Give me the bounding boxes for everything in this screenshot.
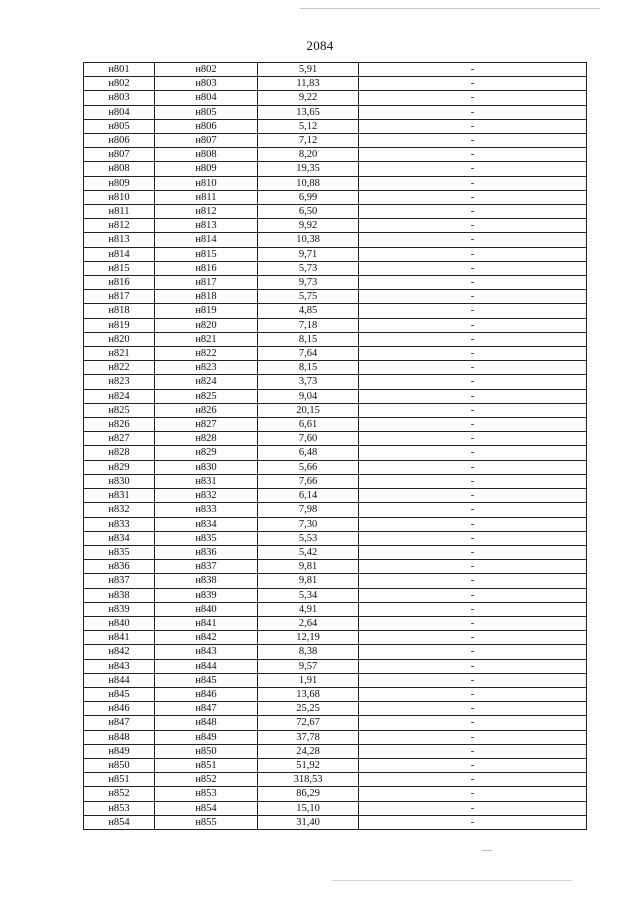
point-from-cell: н829 [84, 460, 155, 474]
point-to-cell: н816 [155, 261, 258, 275]
length-cell: 24,28 [258, 744, 359, 758]
point-to-cell: н835 [155, 531, 258, 545]
point-from-cell: н830 [84, 474, 155, 488]
note-cell: - [359, 375, 587, 389]
point-to-cell: н809 [155, 162, 258, 176]
table-row [84, 205, 587, 219]
length-cell: 13,65 [258, 105, 359, 119]
point-from-cell: н811 [84, 205, 155, 219]
table-row [84, 730, 587, 744]
length-cell: 5,91 [258, 63, 359, 77]
note-cell: - [359, 758, 587, 772]
note-cell: - [359, 659, 587, 673]
point-from-cell: н812 [84, 219, 155, 233]
point-from-cell: н853 [84, 801, 155, 815]
point-to-cell: н819 [155, 304, 258, 318]
page-number: 2084 [306, 38, 334, 53]
length-cell: 5,53 [258, 531, 359, 545]
note-cell: - [359, 403, 587, 417]
note-cell: - [359, 702, 587, 716]
table-row [84, 247, 587, 261]
length-cell: 9,04 [258, 389, 359, 403]
note-cell: - [359, 105, 587, 119]
table-row [84, 773, 587, 787]
note-cell: - [359, 474, 587, 488]
length-cell: 7,18 [258, 318, 359, 332]
note-cell: - [359, 574, 587, 588]
point-from-cell: н824 [84, 389, 155, 403]
point-to-cell: н820 [155, 318, 258, 332]
point-from-cell: н848 [84, 730, 155, 744]
note-cell: - [359, 361, 587, 375]
table-row [84, 190, 587, 204]
length-cell: 5,12 [258, 119, 359, 133]
length-cell: 6,14 [258, 489, 359, 503]
length-cell: 5,73 [258, 261, 359, 275]
length-cell: 72,67 [258, 716, 359, 730]
point-to-cell: н831 [155, 474, 258, 488]
table-row [84, 474, 587, 488]
point-to-cell: н810 [155, 176, 258, 190]
table-row [84, 702, 587, 716]
point-from-cell: н849 [84, 744, 155, 758]
note-cell: - [359, 63, 587, 77]
table-row [84, 304, 587, 318]
note-cell: - [359, 162, 587, 176]
length-cell: 9,81 [258, 574, 359, 588]
point-to-cell: н824 [155, 375, 258, 389]
table-row [84, 91, 587, 105]
length-cell: 2,64 [258, 616, 359, 630]
note-cell: - [359, 730, 587, 744]
point-to-cell: н850 [155, 744, 258, 758]
point-to-cell: н854 [155, 801, 258, 815]
note-cell: - [359, 773, 587, 787]
point-from-cell: н845 [84, 687, 155, 701]
point-from-cell: н817 [84, 290, 155, 304]
point-to-cell: н808 [155, 148, 258, 162]
point-from-cell: н803 [84, 91, 155, 105]
length-cell: 31,40 [258, 815, 359, 829]
length-cell: 7,98 [258, 503, 359, 517]
point-from-cell: н839 [84, 602, 155, 616]
length-cell: 7,30 [258, 517, 359, 531]
point-to-cell: н804 [155, 91, 258, 105]
note-cell: - [359, 134, 587, 148]
point-from-cell: н828 [84, 446, 155, 460]
point-from-cell: н831 [84, 489, 155, 503]
note-cell: - [359, 205, 587, 219]
point-to-cell: н853 [155, 787, 258, 801]
length-cell: 11,83 [258, 77, 359, 91]
length-cell: 9,22 [258, 91, 359, 105]
point-to-cell: н807 [155, 134, 258, 148]
note-cell: - [359, 489, 587, 503]
table-row [84, 616, 587, 630]
length-cell: 7,64 [258, 347, 359, 361]
length-cell: 9,71 [258, 247, 359, 261]
note-cell: - [359, 602, 587, 616]
table-row [84, 815, 587, 829]
note-cell: - [359, 588, 587, 602]
length-cell: 25,25 [258, 702, 359, 716]
length-cell: 6,61 [258, 418, 359, 432]
table-row [84, 631, 587, 645]
point-to-cell: н818 [155, 290, 258, 304]
length-cell: 6,99 [258, 190, 359, 204]
point-to-cell: н855 [155, 815, 258, 829]
point-from-cell: н804 [84, 105, 155, 119]
length-cell: 7,66 [258, 474, 359, 488]
note-cell: - [359, 716, 587, 730]
table-row [84, 347, 587, 361]
point-from-cell: н815 [84, 261, 155, 275]
table-row [84, 389, 587, 403]
length-cell: 8,15 [258, 361, 359, 375]
table-body [84, 63, 587, 830]
point-to-cell: н840 [155, 602, 258, 616]
point-to-cell: н811 [155, 190, 258, 204]
point-to-cell: н815 [155, 247, 258, 261]
length-cell: 9,81 [258, 560, 359, 574]
point-to-cell: н849 [155, 730, 258, 744]
length-cell: 7,12 [258, 134, 359, 148]
table-row [84, 460, 587, 474]
point-to-cell: н805 [155, 105, 258, 119]
note-cell: - [359, 645, 587, 659]
note-cell: - [359, 119, 587, 133]
note-cell: - [359, 560, 587, 574]
point-to-cell: н847 [155, 702, 258, 716]
length-cell: 6,50 [258, 205, 359, 219]
note-cell: - [359, 233, 587, 247]
table-row [84, 659, 587, 673]
length-cell: 19,35 [258, 162, 359, 176]
point-from-cell: н835 [84, 545, 155, 559]
note-cell: - [359, 318, 587, 332]
length-cell: 4,91 [258, 602, 359, 616]
point-to-cell: н830 [155, 460, 258, 474]
point-from-cell: н827 [84, 432, 155, 446]
length-cell: 5,75 [258, 290, 359, 304]
table-row [84, 588, 587, 602]
table-row [84, 403, 587, 417]
point-to-cell: н841 [155, 616, 258, 630]
note-cell: - [359, 631, 587, 645]
point-from-cell: н822 [84, 361, 155, 375]
table-row [84, 162, 587, 176]
table-row [84, 645, 587, 659]
table-row [84, 119, 587, 133]
table-row [84, 332, 587, 346]
point-to-cell: н844 [155, 659, 258, 673]
point-to-cell: н845 [155, 673, 258, 687]
table-row [84, 446, 587, 460]
table-row [84, 276, 587, 290]
length-cell: 86,29 [258, 787, 359, 801]
point-to-cell: н834 [155, 517, 258, 531]
note-cell: - [359, 673, 587, 687]
table-row [84, 716, 587, 730]
point-from-cell: н847 [84, 716, 155, 730]
boundary-points-table [83, 62, 587, 830]
length-cell: 7,60 [258, 432, 359, 446]
point-to-cell: н837 [155, 560, 258, 574]
note-cell: - [359, 290, 587, 304]
note-cell: - [359, 545, 587, 559]
point-to-cell: н827 [155, 418, 258, 432]
table-row [84, 787, 587, 801]
table-row [84, 77, 587, 91]
table-row [84, 744, 587, 758]
point-to-cell: н848 [155, 716, 258, 730]
point-to-cell: н843 [155, 645, 258, 659]
point-from-cell: н814 [84, 247, 155, 261]
point-to-cell: н814 [155, 233, 258, 247]
table-row [84, 375, 587, 389]
table-row [84, 219, 587, 233]
point-from-cell: н837 [84, 574, 155, 588]
point-to-cell: н828 [155, 432, 258, 446]
length-cell: 8,20 [258, 148, 359, 162]
note-cell: - [359, 347, 587, 361]
point-from-cell: н825 [84, 403, 155, 417]
point-to-cell: н825 [155, 389, 258, 403]
point-from-cell: н851 [84, 773, 155, 787]
length-cell: 37,78 [258, 730, 359, 744]
table-row [84, 361, 587, 375]
point-from-cell: н801 [84, 63, 155, 77]
point-from-cell: н802 [84, 77, 155, 91]
point-from-cell: н809 [84, 176, 155, 190]
point-from-cell: н854 [84, 815, 155, 829]
point-to-cell: н842 [155, 631, 258, 645]
scan-edge-line-bottom [332, 880, 572, 881]
point-from-cell: н813 [84, 233, 155, 247]
table-row [84, 233, 587, 247]
note-cell: - [359, 460, 587, 474]
point-to-cell: н823 [155, 361, 258, 375]
note-cell: - [359, 77, 587, 91]
table-row [84, 432, 587, 446]
point-from-cell: н821 [84, 347, 155, 361]
point-from-cell: н832 [84, 503, 155, 517]
table-row [84, 134, 587, 148]
note-cell: - [359, 276, 587, 290]
note-cell: - [359, 148, 587, 162]
point-from-cell: н816 [84, 276, 155, 290]
note-cell: - [359, 176, 587, 190]
length-cell: 6,48 [258, 446, 359, 460]
length-cell: 4,85 [258, 304, 359, 318]
table-row [84, 560, 587, 574]
point-to-cell: н829 [155, 446, 258, 460]
length-cell: 1,91 [258, 673, 359, 687]
table-row [84, 290, 587, 304]
length-cell: 5,34 [258, 588, 359, 602]
table-row [84, 318, 587, 332]
point-from-cell: н805 [84, 119, 155, 133]
table-row [84, 602, 587, 616]
note-cell: - [359, 190, 587, 204]
length-cell: 5,42 [258, 545, 359, 559]
point-from-cell: н846 [84, 702, 155, 716]
table-row [84, 489, 587, 503]
point-from-cell: н823 [84, 375, 155, 389]
point-from-cell: н843 [84, 659, 155, 673]
point-to-cell: н826 [155, 403, 258, 417]
point-from-cell: н806 [84, 134, 155, 148]
length-cell: 318,53 [258, 773, 359, 787]
length-cell: 51,92 [258, 758, 359, 772]
point-to-cell: н802 [155, 63, 258, 77]
note-cell: - [359, 503, 587, 517]
note-cell: - [359, 219, 587, 233]
scan-edge-line [300, 8, 600, 9]
point-to-cell: н813 [155, 219, 258, 233]
point-from-cell: н818 [84, 304, 155, 318]
note-cell: - [359, 432, 587, 446]
point-from-cell: н852 [84, 787, 155, 801]
table-row [84, 105, 587, 119]
note-cell: - [359, 418, 587, 432]
table-row [84, 503, 587, 517]
table-row [84, 261, 587, 275]
point-to-cell: н833 [155, 503, 258, 517]
length-cell: 9,92 [258, 219, 359, 233]
table-row [84, 687, 587, 701]
table-row [84, 176, 587, 190]
note-cell: - [359, 815, 587, 829]
point-from-cell: н834 [84, 531, 155, 545]
table-row [84, 148, 587, 162]
table-row [84, 531, 587, 545]
note-cell: - [359, 744, 587, 758]
note-cell: - [359, 801, 587, 815]
point-from-cell: н826 [84, 418, 155, 432]
length-cell: 13,68 [258, 687, 359, 701]
note-cell: - [359, 446, 587, 460]
note-cell: - [359, 261, 587, 275]
note-cell: - [359, 787, 587, 801]
point-from-cell: н841 [84, 631, 155, 645]
length-cell: 3,73 [258, 375, 359, 389]
point-from-cell: н810 [84, 190, 155, 204]
point-to-cell: н806 [155, 119, 258, 133]
length-cell: 8,15 [258, 332, 359, 346]
point-to-cell: н836 [155, 545, 258, 559]
point-from-cell: н807 [84, 148, 155, 162]
length-cell: 5,66 [258, 460, 359, 474]
point-from-cell: н842 [84, 645, 155, 659]
length-cell: 9,57 [258, 659, 359, 673]
point-to-cell: н822 [155, 347, 258, 361]
length-cell: 15,10 [258, 801, 359, 815]
point-to-cell: н839 [155, 588, 258, 602]
note-cell: - [359, 91, 587, 105]
point-to-cell: н838 [155, 574, 258, 588]
length-cell: 12,19 [258, 631, 359, 645]
table-row [84, 63, 587, 77]
point-from-cell: н836 [84, 560, 155, 574]
note-cell: - [359, 389, 587, 403]
point-to-cell: н852 [155, 773, 258, 787]
point-to-cell: н851 [155, 758, 258, 772]
length-cell: 10,38 [258, 233, 359, 247]
point-from-cell: н838 [84, 588, 155, 602]
note-cell: - [359, 304, 587, 318]
table-row [84, 545, 587, 559]
length-cell: 8,38 [258, 645, 359, 659]
table-row [84, 418, 587, 432]
table-row [84, 801, 587, 815]
note-cell: - [359, 687, 587, 701]
point-from-cell: н844 [84, 673, 155, 687]
point-to-cell: н821 [155, 332, 258, 346]
point-from-cell: н850 [84, 758, 155, 772]
note-cell: - [359, 531, 587, 545]
point-from-cell: н833 [84, 517, 155, 531]
table-row [84, 673, 587, 687]
note-cell: - [359, 616, 587, 630]
point-from-cell: н840 [84, 616, 155, 630]
point-to-cell: н803 [155, 77, 258, 91]
point-from-cell: н819 [84, 318, 155, 332]
table-row [84, 758, 587, 772]
point-to-cell: н846 [155, 687, 258, 701]
note-cell: - [359, 517, 587, 531]
scan-artifact [482, 850, 492, 851]
length-cell: 9,73 [258, 276, 359, 290]
note-cell: - [359, 332, 587, 346]
note-cell: - [359, 247, 587, 261]
point-to-cell: н812 [155, 205, 258, 219]
point-from-cell: н808 [84, 162, 155, 176]
point-to-cell: н817 [155, 276, 258, 290]
table-row [84, 517, 587, 531]
point-to-cell: н832 [155, 489, 258, 503]
point-from-cell: н820 [84, 332, 155, 346]
length-cell: 20,15 [258, 403, 359, 417]
length-cell: 10,88 [258, 176, 359, 190]
table-row [84, 574, 587, 588]
